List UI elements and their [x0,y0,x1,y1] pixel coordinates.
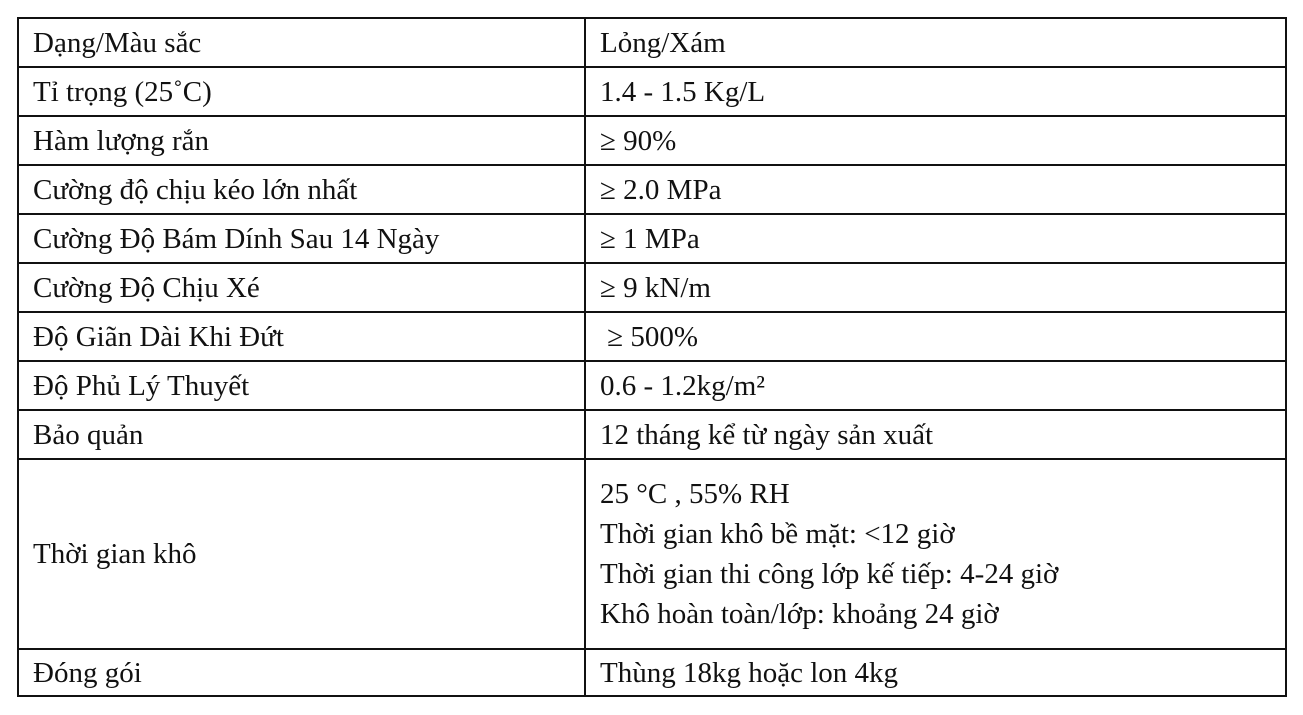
table-row [18,361,1286,410]
row-value: ≥ 90% [585,116,1286,165]
recoat-time-line: Thời gian thi công lớp kế tiếp: 4-24 giờ [600,558,1059,590]
row-value-multiline [585,459,1286,649]
row-value: 1.4 - 1.5 Kg/L [585,67,1286,116]
spec-table [17,17,1287,697]
row-label: Độ Phủ Lý Thuyết [18,361,585,410]
row-label: Cường Độ Chịu Xé [18,263,585,312]
row-label: Tỉ trọng (25˚C) [18,67,585,116]
table-row [18,312,1286,361]
row-value: ≥ 500% [585,312,1286,361]
table-row [18,459,1286,649]
table-row [18,18,1286,67]
surface-dry-line: Thời gian khô bề mặt: <12 giờ [600,518,955,550]
row-value: Thùng 18kg hoặc lon 4kg [585,649,1286,696]
full-dry-line: Khô hoàn toàn/lớp: khoảng 24 giờ [600,598,999,630]
row-label: Hàm lượng rắn [18,116,585,165]
table-row [18,214,1286,263]
table-row [18,263,1286,312]
table-row [18,116,1286,165]
row-label: Cường độ chịu kéo lớn nhất [18,165,585,214]
drying-condition-line: 25 °C , 55% RH [600,478,790,510]
row-value: ≥ 1 MPa [585,214,1286,263]
row-value: 12 tháng kể từ ngày sản xuất [585,410,1286,459]
row-value: ≥ 9 kN/m [585,263,1286,312]
table-row [18,165,1286,214]
row-label: Đóng gói [18,649,585,696]
table-row [18,649,1286,696]
row-label: Dạng/Màu sắc [18,18,585,67]
row-label: Độ Giãn Dài Khi Đứt [18,312,585,361]
row-label: Bảo quản [18,410,585,459]
row-value: 0.6 - 1.2kg/m² [585,361,1286,410]
row-label: Cường Độ Bám Dính Sau 14 Ngày [18,214,585,263]
row-label: Thời gian khô [18,459,585,649]
table-row [18,410,1286,459]
table-row [18,67,1286,116]
row-value: Lỏng/Xám [585,18,1286,67]
row-value: ≥ 2.0 MPa [585,165,1286,214]
